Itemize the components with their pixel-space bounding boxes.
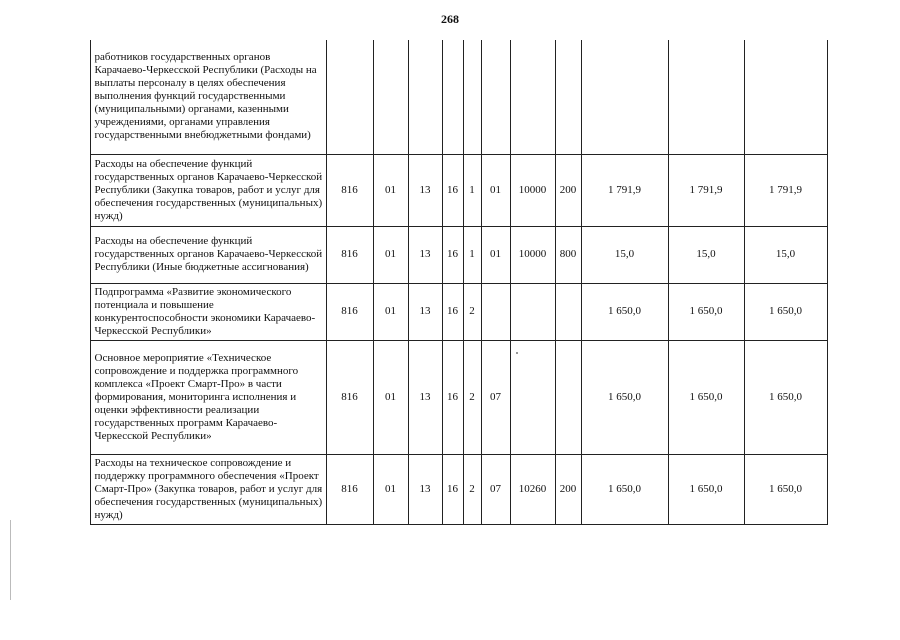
budget-table [62, 40, 828, 525]
year3-amount: 15,0 [744, 226, 827, 283]
cs4-cell: 10000 [510, 154, 555, 226]
cs3-cell [481, 283, 510, 340]
vr-cell [555, 340, 581, 454]
year3-amount: 1 650,0 [744, 454, 827, 524]
rz-cell: 01 [373, 283, 408, 340]
year1-amount: 15,0 [581, 226, 668, 283]
year2-amount: 1 650,0 [668, 340, 744, 454]
cs2-cell: 1 [463, 226, 481, 283]
vr-cell [555, 40, 581, 154]
cs3-cell: 07 [481, 454, 510, 524]
cs2-cell: 2 [463, 454, 481, 524]
year3-amount: 1 791,9 [744, 154, 827, 226]
item-name: Подпрограмма «Развитие экономического потенциала и повышение конкурентоспособности экономики Карачаево-Черкесской Республики» [90, 283, 326, 340]
row-gutter [62, 283, 90, 340]
cs4-cell: 10000 [510, 226, 555, 283]
cs1-cell: 16 [442, 154, 463, 226]
item-name: работников государственных органов Карачаево-Черкесской Республики (Расходы на выплаты персоналу в целях обеспечения выполнения функций государственными (муниципальными) органами, казенными учреждениями, органами управления государственными внебюджетными фондами) [90, 40, 326, 154]
row-gutter [62, 340, 90, 454]
cs4-cell [510, 340, 555, 454]
vr-cell: 800 [555, 226, 581, 283]
item-name: Расходы на обеспечение функций государственных органов Карачаево-Черкесской Республики (Закупка товаров, работ и услуг для обеспечения государственных (муниципальных) нужд) [90, 154, 326, 226]
year3-amount: 1 650,0 [744, 283, 827, 340]
cs2-cell [463, 40, 481, 154]
grbs-cell: 816 [326, 340, 373, 454]
cs3-cell: 01 [481, 154, 510, 226]
year2-amount: 1 791,9 [668, 154, 744, 226]
vr-cell: 200 [555, 454, 581, 524]
year3-amount: 1 650,0 [744, 340, 827, 454]
cs2-cell: 2 [463, 340, 481, 454]
pr-cell [408, 40, 442, 154]
cs1-cell: 16 [442, 283, 463, 340]
grbs-cell: 816 [326, 454, 373, 524]
cs1-cell: 16 [442, 340, 463, 454]
item-name: Основное мероприятие «Техническое сопровождение и поддержка программного комплекса «Проект Смарт-Про» в части формирования, мониторинга исполнения и оценки эффективности реализации государственных программ Карачаево-Черкесской Республики» [90, 340, 326, 454]
row-gutter [62, 454, 90, 524]
rz-cell [373, 40, 408, 154]
page-number: 268 [441, 12, 459, 26]
row-gutter [62, 154, 90, 226]
vr-cell: 200 [555, 154, 581, 226]
cs4-cell [510, 283, 555, 340]
cs1-cell [442, 40, 463, 154]
pr-cell: 13 [408, 340, 442, 454]
year1-amount: 1 650,0 [581, 283, 668, 340]
rz-cell: 01 [373, 154, 408, 226]
row-gutter [62, 40, 90, 154]
scan-speck [516, 352, 518, 354]
item-name: Расходы на обеспечение функций государственных органов Карачаево-Черкесской Республики (Иные бюджетные ассигнования) [90, 226, 326, 283]
cs4-cell: 10260 [510, 454, 555, 524]
pr-cell: 13 [408, 154, 442, 226]
row-gutter [62, 226, 90, 283]
table-row [62, 40, 827, 154]
year1-amount [581, 40, 668, 154]
rz-cell: 01 [373, 340, 408, 454]
cs3-cell: 01 [481, 226, 510, 283]
year2-amount: 1 650,0 [668, 454, 744, 524]
pr-cell: 13 [408, 226, 442, 283]
year3-amount [744, 40, 827, 154]
year2-amount: 15,0 [668, 226, 744, 283]
cs2-cell: 2 [463, 283, 481, 340]
grbs-cell: 816 [326, 226, 373, 283]
cs1-cell: 16 [442, 454, 463, 524]
grbs-cell: 816 [326, 154, 373, 226]
cs3-cell [481, 40, 510, 154]
rz-cell: 01 [373, 226, 408, 283]
table-row [62, 283, 827, 340]
year1-amount: 1 791,9 [581, 154, 668, 226]
cs3-cell: 07 [481, 340, 510, 454]
table-row [62, 454, 827, 524]
vr-cell [555, 283, 581, 340]
year1-amount: 1 650,0 [581, 454, 668, 524]
pr-cell: 13 [408, 283, 442, 340]
table-row [62, 340, 827, 454]
grbs-cell [326, 40, 373, 154]
table-row [62, 226, 827, 283]
year1-amount: 1 650,0 [581, 340, 668, 454]
table-row [62, 154, 827, 226]
year2-amount [668, 40, 744, 154]
rz-cell: 01 [373, 454, 408, 524]
grbs-cell: 816 [326, 283, 373, 340]
cs4-cell [510, 40, 555, 154]
cs2-cell: 1 [463, 154, 481, 226]
cs1-cell: 16 [442, 226, 463, 283]
item-name: Расходы на техническое сопровождение и поддержку программного обеспечения «Проект Смарт-Про» (Закупка товаров, работ и услуг для обеспечения государственных (муниципальных) нужд) [90, 454, 326, 524]
year2-amount: 1 650,0 [668, 283, 744, 340]
pr-cell: 13 [408, 454, 442, 524]
left-margin-line [10, 520, 11, 600]
